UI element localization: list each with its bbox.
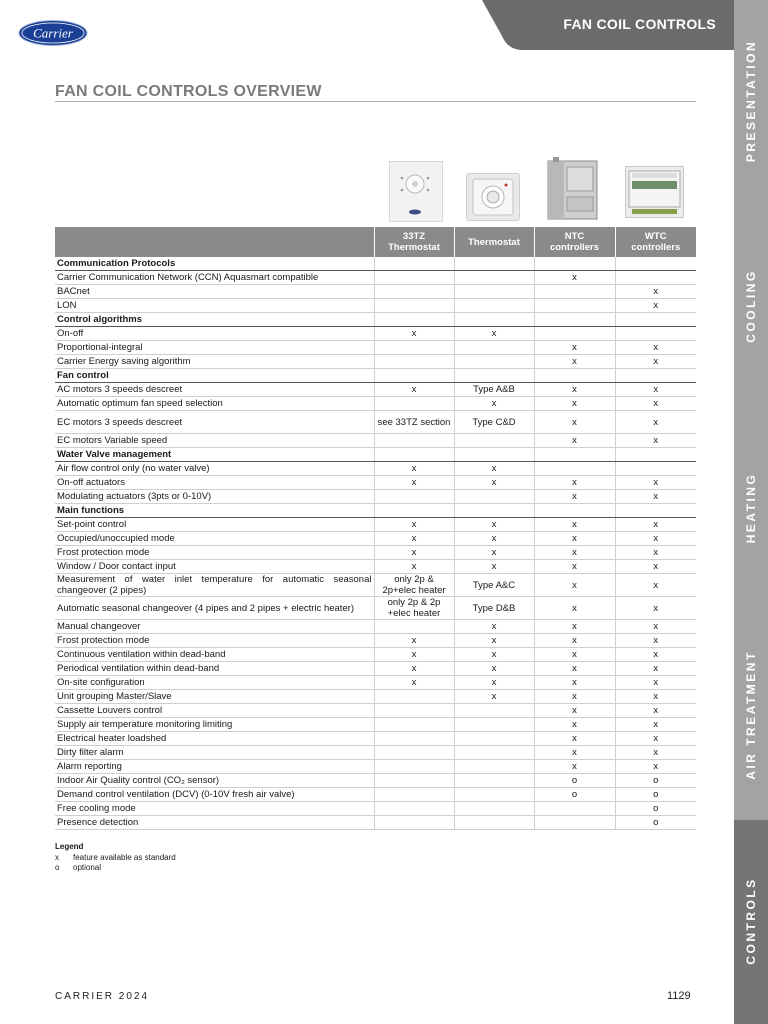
table-row xyxy=(55,802,696,816)
feature-value-cell: x xyxy=(534,397,615,411)
legend-item-standard: x feature available as standard xyxy=(55,852,176,862)
feature-value-cell: x xyxy=(615,341,696,355)
table-header-row xyxy=(55,227,696,257)
feature-value-cell xyxy=(374,397,454,411)
feature-value-cell: x xyxy=(534,560,615,574)
feature-value-cell: x xyxy=(374,476,454,490)
feature-value-cell: x xyxy=(374,560,454,574)
feature-value-cell: x xyxy=(615,648,696,662)
feature-label: BACnet xyxy=(55,285,374,299)
feature-value-cell: x xyxy=(615,760,696,774)
feature-value-cell: x xyxy=(615,299,696,313)
feature-value-cell: x xyxy=(374,462,454,476)
sidebar-item-cooling[interactable]: COOLING xyxy=(744,269,758,343)
feature-label: Presence detection xyxy=(55,816,374,830)
feature-value-cell xyxy=(615,327,696,341)
feature-value-cell: x xyxy=(374,518,454,532)
feature-value-cell xyxy=(374,355,454,369)
feature-value-cell: x xyxy=(534,634,615,648)
feature-value-cell: x xyxy=(534,718,615,732)
table-row xyxy=(55,327,696,341)
table-cell-empty xyxy=(534,257,615,271)
feature-value-cell: x xyxy=(454,662,534,676)
feature-value-cell: x xyxy=(534,648,615,662)
feature-value-cell: x xyxy=(454,560,534,574)
feature-value-cell xyxy=(454,774,534,788)
feature-value-cell xyxy=(454,802,534,816)
feature-value-cell xyxy=(374,434,454,448)
table-row xyxy=(55,718,696,732)
feature-value-cell xyxy=(534,299,615,313)
footer-brand: CARRIER 2024 xyxy=(55,991,150,1002)
table-row xyxy=(55,648,696,662)
feature-value-cell: x xyxy=(534,383,615,397)
table-row xyxy=(55,760,696,774)
feature-value-cell: x xyxy=(534,546,615,560)
feature-label: Continuous ventilation within dead-band xyxy=(55,648,374,662)
feature-value-cell xyxy=(454,816,534,830)
table-cell-empty xyxy=(615,448,696,462)
table-row xyxy=(55,620,696,634)
feature-value-cell xyxy=(615,271,696,285)
table-cell-empty xyxy=(454,313,534,327)
title-divider xyxy=(55,101,696,102)
table-row xyxy=(55,662,696,676)
feature-value-cell: x xyxy=(534,704,615,718)
table-row xyxy=(55,518,696,532)
feature-label: Occupied/unoccupied mode xyxy=(55,532,374,546)
chapter-sidebar xyxy=(734,0,768,1024)
legend xyxy=(55,842,176,874)
feature-value-cell: x xyxy=(534,518,615,532)
table-cell-empty xyxy=(374,369,454,383)
feature-label: Measurement of water inlet temperature for automatic seasonal changeover (2 pipes) xyxy=(55,574,374,597)
header-wtc-controllers: WTC controllers xyxy=(615,227,696,257)
table-row xyxy=(55,476,696,490)
table-row xyxy=(55,411,696,434)
table-row xyxy=(55,690,696,704)
feature-value-cell: x xyxy=(615,383,696,397)
table-cell-empty xyxy=(615,504,696,518)
feature-label: EC motors 3 speeds descreet xyxy=(55,411,374,434)
product-image-wtc-controller xyxy=(625,166,684,218)
feature-value-cell: x xyxy=(454,532,534,546)
feature-label: Indoor Air Quality control (CO₂ sensor) xyxy=(55,774,374,788)
feature-value-cell: x xyxy=(454,462,534,476)
product-image-thermostat xyxy=(466,173,520,221)
header-33tz-thermostat: 33TZ Thermostat xyxy=(374,227,454,257)
section-title: Fan control xyxy=(55,369,374,383)
feature-label: Unit grouping Master/Slave xyxy=(55,690,374,704)
feature-label: Modulating actuators (3pts or 0-10V) xyxy=(55,490,374,504)
feature-value-cell xyxy=(454,341,534,355)
features-table xyxy=(55,227,696,830)
feature-value-cell: x xyxy=(615,546,696,560)
feature-value-cell: x xyxy=(615,476,696,490)
table-row xyxy=(55,397,696,411)
feature-value-cell xyxy=(454,788,534,802)
feature-value-cell: x xyxy=(374,634,454,648)
feature-value-cell: x xyxy=(374,327,454,341)
feature-label: Demand control ventilation (DCV) (0-10V fresh air valve) xyxy=(55,788,374,802)
feature-value-cell xyxy=(374,718,454,732)
feature-value-cell: x xyxy=(534,490,615,504)
table-row xyxy=(55,816,696,830)
feature-value-cell: x xyxy=(615,518,696,532)
feature-value-cell xyxy=(374,774,454,788)
sidebar-item-presentation[interactable]: PRESENTATION xyxy=(744,39,758,163)
feature-value-cell xyxy=(374,816,454,830)
feature-label: Automatic optimum fan speed selection xyxy=(55,397,374,411)
feature-value-cell: x xyxy=(534,574,615,597)
feature-value-cell xyxy=(534,816,615,830)
header-feature-column xyxy=(55,227,374,257)
feature-value-cell: o xyxy=(615,816,696,830)
table-row xyxy=(55,285,696,299)
feature-label: Set-point control xyxy=(55,518,374,532)
feature-value-cell xyxy=(374,620,454,634)
feature-value-cell: only 2p & 2p +elec heater xyxy=(374,597,454,620)
feature-value-cell xyxy=(454,285,534,299)
table-section-row xyxy=(55,257,696,271)
table-cell-empty xyxy=(534,369,615,383)
feature-value-cell: x xyxy=(534,355,615,369)
feature-label: AC motors 3 speeds descreet xyxy=(55,383,374,397)
feature-value-cell: x xyxy=(615,662,696,676)
feature-value-cell: x xyxy=(615,718,696,732)
feature-value-cell xyxy=(374,299,454,313)
feature-value-cell: o xyxy=(615,774,696,788)
product-image-33tz-thermostat xyxy=(389,161,443,222)
page-number: 1129 xyxy=(667,990,691,1002)
feature-value-cell: x xyxy=(454,648,534,662)
table-row xyxy=(55,462,696,476)
table-row xyxy=(55,634,696,648)
feature-value-cell: x xyxy=(615,634,696,648)
table-row xyxy=(55,490,696,504)
section-title: Main functions xyxy=(55,504,374,518)
carrier-logo xyxy=(18,19,88,47)
feature-label: Automatic seasonal changeover (4 pipes and 2 pipes + electric heater) xyxy=(55,597,374,620)
table-row xyxy=(55,434,696,448)
table-row xyxy=(55,560,696,574)
feature-value-cell xyxy=(374,788,454,802)
table-row xyxy=(55,355,696,369)
feature-value-cell xyxy=(374,746,454,760)
feature-value-cell: x xyxy=(534,532,615,546)
feature-value-cell: x xyxy=(615,704,696,718)
feature-value-cell: x xyxy=(615,490,696,504)
table-section-row xyxy=(55,504,696,518)
feature-value-cell xyxy=(374,760,454,774)
feature-value-cell: x xyxy=(454,634,534,648)
feature-label: Frost protection mode xyxy=(55,634,374,648)
feature-value-cell: x xyxy=(534,434,615,448)
feature-label: On-off xyxy=(55,327,374,341)
feature-value-cell xyxy=(374,271,454,285)
feature-value-cell xyxy=(454,760,534,774)
sidebar-item-air-treatment[interactable]: AIR TREATMENT xyxy=(744,650,758,780)
table-row xyxy=(55,746,696,760)
section-header-label: FAN COIL CONTROLS xyxy=(563,16,716,32)
table-row xyxy=(55,788,696,802)
section-title: Water Valve management xyxy=(55,448,374,462)
feature-value-cell: x xyxy=(534,597,615,620)
feature-value-cell xyxy=(615,462,696,476)
table-section-row xyxy=(55,369,696,383)
feature-label: Periodical ventilation within dead-band xyxy=(55,662,374,676)
feature-label: Electrical heater loadshed xyxy=(55,732,374,746)
feature-value-cell xyxy=(534,462,615,476)
feature-label: Frost protection mode xyxy=(55,546,374,560)
table-row xyxy=(55,271,696,285)
feature-value-cell xyxy=(454,732,534,746)
feature-value-cell xyxy=(454,490,534,504)
table-cell-empty xyxy=(534,448,615,462)
feature-value-cell: x xyxy=(454,546,534,560)
feature-value-cell: x xyxy=(615,355,696,369)
feature-value-cell: x xyxy=(615,560,696,574)
table-cell-empty xyxy=(615,313,696,327)
table-row xyxy=(55,383,696,397)
section-header-tab xyxy=(482,0,734,50)
feature-label: Manual changeover xyxy=(55,620,374,634)
feature-value-cell: x xyxy=(534,341,615,355)
table-cell-empty xyxy=(454,504,534,518)
feature-value-cell: x xyxy=(374,546,454,560)
feature-value-cell xyxy=(534,802,615,816)
feature-value-cell: x xyxy=(534,411,615,434)
feature-value-cell xyxy=(534,327,615,341)
table-cell-empty xyxy=(534,504,615,518)
feature-label: Cassette Louvers control xyxy=(55,704,374,718)
legend-item-optional: o optional xyxy=(55,863,102,872)
feature-value-cell: x xyxy=(615,620,696,634)
feature-label: Free cooling mode xyxy=(55,802,374,816)
feature-value-cell xyxy=(454,718,534,732)
feature-value-cell: x xyxy=(454,690,534,704)
table-cell-empty xyxy=(615,369,696,383)
feature-value-cell: x xyxy=(454,518,534,532)
feature-value-cell: x xyxy=(454,476,534,490)
feature-value-cell: x xyxy=(534,271,615,285)
feature-value-cell: x xyxy=(534,732,615,746)
feature-value-cell: x xyxy=(615,746,696,760)
feature-value-cell xyxy=(454,355,534,369)
table-cell-empty xyxy=(374,448,454,462)
table-cell-empty xyxy=(374,504,454,518)
page-title: FAN COIL CONTROLS OVERVIEW xyxy=(55,83,322,100)
table-row xyxy=(55,341,696,355)
feature-label: Dirty filter alarm xyxy=(55,746,374,760)
feature-value-cell: x xyxy=(374,676,454,690)
sidebar-item-heating[interactable]: HEATING xyxy=(744,472,758,544)
feature-label: Air flow control only (no water valve) xyxy=(55,462,374,476)
feature-label: Carrier Communication Network (CCN) Aquasmart compatible xyxy=(55,271,374,285)
feature-value-cell: x xyxy=(454,397,534,411)
section-title: Control algorithms xyxy=(55,313,374,327)
feature-value-cell: x xyxy=(454,620,534,634)
feature-value-cell: x xyxy=(374,383,454,397)
feature-value-cell: o xyxy=(615,788,696,802)
feature-value-cell: x xyxy=(534,676,615,690)
feature-value-cell: x xyxy=(615,676,696,690)
feature-value-cell: x xyxy=(615,574,696,597)
feature-value-cell: Type A&C xyxy=(454,574,534,597)
sidebar-item-controls[interactable]: CONTROLS xyxy=(744,877,758,965)
header-thermostat: Thermostat xyxy=(454,227,534,257)
table-row xyxy=(55,299,696,313)
feature-value-cell: x xyxy=(454,327,534,341)
feature-value-cell: o xyxy=(615,802,696,816)
feature-value-cell xyxy=(374,490,454,504)
table-cell-empty xyxy=(454,257,534,271)
feature-value-cell xyxy=(374,341,454,355)
table-section-row xyxy=(55,313,696,327)
table-cell-empty xyxy=(454,448,534,462)
feature-value-cell: x xyxy=(534,476,615,490)
feature-value-cell: only 2p & 2p+elec heater xyxy=(374,574,454,597)
feature-value-cell: x xyxy=(534,746,615,760)
feature-value-cell: x xyxy=(615,690,696,704)
header-ntc-controllers: NTC controllers xyxy=(534,227,615,257)
feature-value-cell: x xyxy=(615,411,696,434)
section-title: Communication Protocols xyxy=(55,257,374,271)
feature-value-cell xyxy=(454,434,534,448)
feature-value-cell: x xyxy=(534,760,615,774)
feature-value-cell: x xyxy=(534,620,615,634)
feature-label: EC motors Variable speed xyxy=(55,434,374,448)
feature-value-cell xyxy=(454,704,534,718)
feature-label: On-site configuration xyxy=(55,676,374,690)
feature-value-cell: x xyxy=(374,662,454,676)
table-cell-empty xyxy=(454,369,534,383)
table-row xyxy=(55,732,696,746)
feature-value-cell xyxy=(454,299,534,313)
feature-value-cell: x xyxy=(534,662,615,676)
table-cell-empty xyxy=(374,313,454,327)
feature-value-cell: o xyxy=(534,788,615,802)
feature-value-cell: x xyxy=(615,597,696,620)
feature-value-cell: x xyxy=(615,434,696,448)
feature-label: Proportional-integral xyxy=(55,341,374,355)
table-row xyxy=(55,704,696,718)
feature-label: Window / Door contact input xyxy=(55,560,374,574)
feature-value-cell xyxy=(374,285,454,299)
table-row xyxy=(55,676,696,690)
feature-value-cell: Type C&D xyxy=(454,411,534,434)
table-cell-empty xyxy=(534,313,615,327)
feature-value-cell: x xyxy=(374,532,454,546)
feature-value-cell xyxy=(374,704,454,718)
feature-value-cell: x xyxy=(615,532,696,546)
feature-label: Supply air temperature monitoring limiting xyxy=(55,718,374,732)
table-row xyxy=(55,532,696,546)
table-row xyxy=(55,774,696,788)
feature-value-cell xyxy=(374,690,454,704)
table-section-row xyxy=(55,448,696,462)
feature-value-cell: x xyxy=(374,648,454,662)
feature-value-cell: see 33TZ section xyxy=(374,411,454,434)
logo-text: Carrier xyxy=(33,25,73,41)
feature-value-cell xyxy=(534,285,615,299)
feature-label: Alarm reporting xyxy=(55,760,374,774)
product-image-ntc-controller xyxy=(545,157,600,221)
feature-value-cell: x xyxy=(454,676,534,690)
feature-value-cell xyxy=(454,746,534,760)
feature-value-cell: x xyxy=(615,732,696,746)
table-row xyxy=(55,597,696,620)
feature-label: Carrier Energy saving algorithm xyxy=(55,355,374,369)
table-row xyxy=(55,574,696,597)
feature-value-cell xyxy=(374,802,454,816)
feature-value-cell: x xyxy=(534,690,615,704)
table-cell-empty xyxy=(374,257,454,271)
feature-value-cell: x xyxy=(615,397,696,411)
feature-value-cell: x xyxy=(615,285,696,299)
legend-title: Legend xyxy=(55,842,84,851)
table-row xyxy=(55,546,696,560)
feature-value-cell: Type A&B xyxy=(454,383,534,397)
feature-value-cell xyxy=(454,271,534,285)
feature-value-cell xyxy=(374,732,454,746)
table-body xyxy=(55,257,696,830)
feature-value-cell: o xyxy=(534,774,615,788)
feature-label: LON xyxy=(55,299,374,313)
table-cell-empty xyxy=(615,257,696,271)
feature-value-cell: Type D&B xyxy=(454,597,534,620)
feature-label: On-off actuators xyxy=(55,476,374,490)
